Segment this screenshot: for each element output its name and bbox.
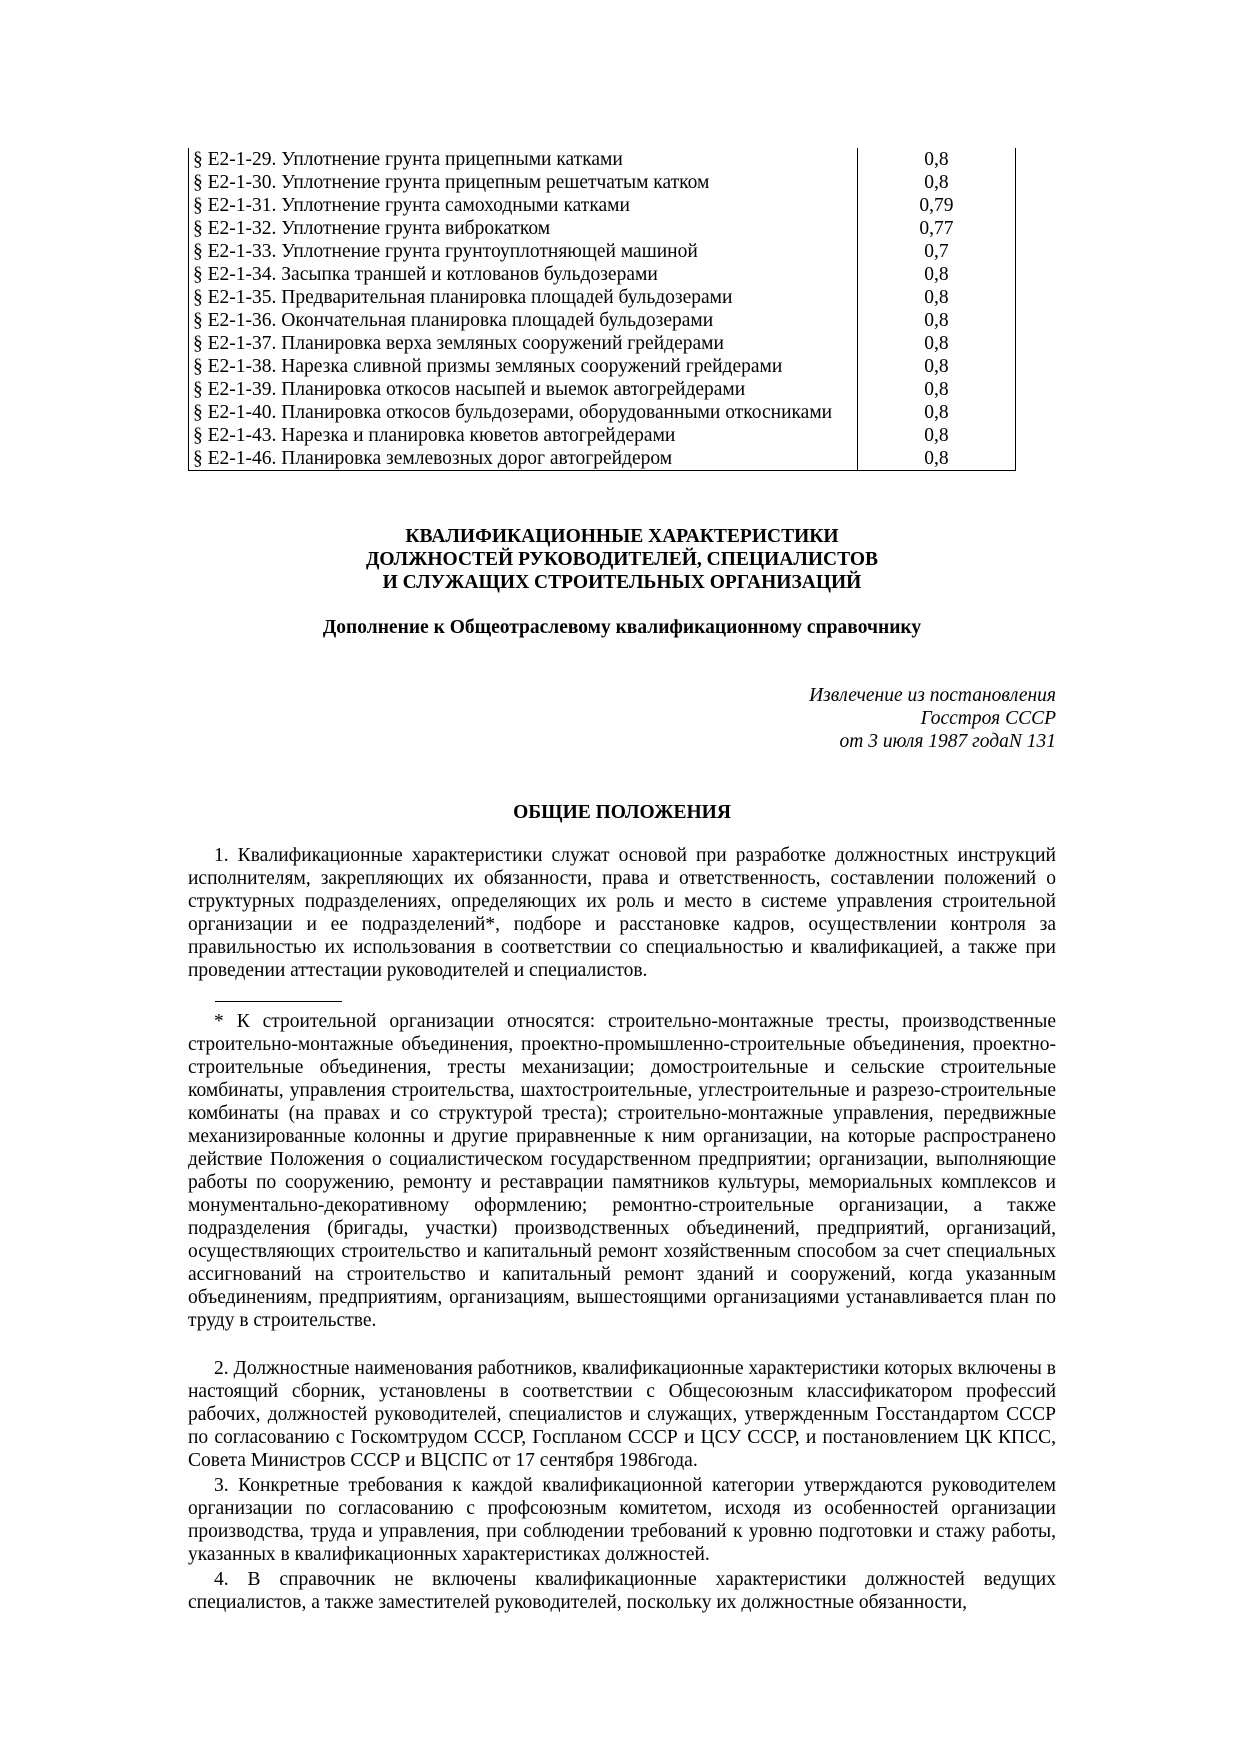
table-cell-value: 0,8 [857, 286, 1015, 309]
paragraph: 2. Должностные наименования работников, квалификационные характеристики которых включены в настоящий сборник, установлены в соответствии с Общесоюзным классификатором профессий рабочих, должностей руководителей, специалистов и служащих, утвержденным Госстандартом СССР по согласованию с Госкомтрудом СССР, Госпланом СССР и ЦСУ СССР, и постановлением ЦК КПСС, Совета Министров СССР и ВЦСПС от 17 сентября 1986года. [188, 1358, 1056, 1471]
table-cell-name: § Е2-1-39. Планировка откосов насыпей и выемок автогрейдерами [189, 378, 858, 401]
footnote-block [188, 1010, 1056, 1332]
table-row [189, 309, 1016, 332]
table-cell-name: § Е2-1-34. Засыпка траншей и котлованов бульдозерами [189, 263, 858, 286]
paragraph-block [188, 1357, 1056, 1616]
paragraph: 4. В справочник не включены квалификационные характеристики должностей ведущих специалистов, а также заместителей руководителей, поскольку их должностные обязанности, [188, 1569, 1056, 1613]
extract-line: Госстроя СССР [920, 708, 1056, 729]
table-row [189, 263, 1016, 286]
table-row [189, 424, 1016, 447]
table-row [189, 355, 1016, 378]
table-row [189, 401, 1016, 424]
table-cell-name: § Е2-1-43. Нарезка и планировка кюветов автогрейдерами [189, 424, 858, 447]
coefficient-table [188, 148, 1016, 471]
table-row [189, 148, 1016, 171]
table-cell-name: § Е2-1-37. Планировка верха земляных сооружений грейдерами [189, 332, 858, 355]
table-row [189, 240, 1016, 263]
table-row [189, 447, 1016, 471]
table-cell-name: § Е2-1-36. Окончательная планировка площадей бульдозерами [189, 309, 858, 332]
table-row [189, 171, 1016, 194]
table-cell-name: § Е2-1-38. Нарезка сливной призмы земляных сооружений грейдерами [189, 355, 858, 378]
extract-note [809, 684, 1056, 753]
table-cell-value: 0,8 [857, 148, 1015, 171]
table-cell-name: § Е2-1-31. Уплотнение грунта самоходными катками [189, 194, 858, 217]
extract-line: от 3 июля 1987 годаN 131 [839, 731, 1056, 752]
table-row [189, 217, 1016, 240]
table-cell-value: 0,8 [857, 401, 1015, 424]
table-row [189, 286, 1016, 309]
footnote-separator [215, 1001, 342, 1002]
table-cell-value: 0,79 [857, 194, 1015, 217]
table-cell-name: § Е2-1-33. Уплотнение грунта грунтоуплотняющей машиной [189, 240, 858, 263]
table-cell-value: 0,8 [857, 309, 1015, 332]
paragraph-block [188, 844, 1056, 982]
table-cell-value: 0,8 [857, 424, 1015, 447]
document-title-line: ДОЛЖНОСТЕЙ РУКОВОДИТЕЛЕЙ, СПЕЦИАЛИСТОВ [365, 549, 879, 570]
section-title: ОБЩИЕ ПОЛОЖЕНИЯ [513, 802, 731, 823]
paragraph: 1. Квалификационные характеристики служат основой при разработке должностных инструкций исполнителям, закрепляющих их обязанности, права и ответственность, составлении положений о структурных подразделениях, определяющих их роль и место в системе управления строительной организации и ее подразделений*, подборе и расстановке кадров, осуществлении контроля за правильностью их использования в соответствии со специальностью и квалификацией, а также при проведении аттестации руководителей и специалистов. [188, 845, 1056, 981]
table-cell-name: § Е2-1-35. Предварительная планировка площадей бульдозерами [189, 286, 858, 309]
table-cell-value: 0,8 [857, 332, 1015, 355]
footnote: * К строительной организации относятся: строительно-монтажные тресты, производственные строительно-монтажные объединения, проектно-промышленно-строительные объединения, проектно-строительные объединения, тресты механизации; домостроительные и сельские строительные комбинаты, управления строительства, шахтостроительные, углестроительные и разрезо-строительные комбинаты (на правах и со структурой треста); строительно-монтажные управления, передвижные механизированные колонны и другие приравненные к ним организации, на которые распространено действие Положения о социалистическом государственном предприятии; организации, выполняющие работы по сооружению, ремонту и реставрации памятников культуры, мемориальных комплексов и монументально-декоративному оформлению; ремонтно-строительные организации, а также подразделения (бригады, участки) производственных объединений, предприятий, организаций, осуществляющих строительство и капитальный ремонт хозяйственным способом за счет специальных ассигнований на строительство и капитальный ремонт зданий и сооружений, когда указанным объединениям, предприятиям, организациям, вышестоящими организациями устанавливается план по труду в строительстве. [188, 1011, 1056, 1331]
table-cell-value: 0,77 [857, 217, 1015, 240]
extract-line: Извлечение из постановления [809, 685, 1056, 706]
table-row [189, 194, 1016, 217]
table-cell-name: § Е2-1-32. Уплотнение грунта виброкатком [189, 217, 858, 240]
table-cell-name: § Е2-1-30. Уплотнение грунта прицепным решетчатым катком [189, 171, 858, 194]
document-subtitle: Дополнение к Общеотраслевому квалификационному справочнику [322, 617, 922, 638]
table-cell-value: 0,8 [857, 447, 1015, 471]
table-row [189, 332, 1016, 355]
table-cell-name: § Е2-1-29. Уплотнение грунта прицепными катками [189, 148, 858, 171]
table-cell-value: 0,8 [857, 355, 1015, 378]
paragraph: 3. Конкретные требования к каждой квалификационной категории утверждаются руководителем организации по согласованию с профсоюзным комитетом, исходя из особенностей организации производства, труда и управления, при соблюдении требований к уровню подготовки и стажу работы, указанных в квалификационных характеристиках должностей. [188, 1475, 1056, 1565]
table-cell-value: 0,7 [857, 240, 1015, 263]
document-title-line: И СЛУЖАЩИХ СТРОИТЕЛЬНЫХ ОРГАНИЗАЦИЙ [382, 572, 862, 593]
document-title [188, 525, 1056, 594]
table-cell-value: 0,8 [857, 171, 1015, 194]
table-cell-name: § Е2-1-40. Планировка откосов бульдозерами, оборудованными откосниками [189, 401, 858, 424]
table-cell-value: 0,8 [857, 378, 1015, 401]
table-cell-name: § Е2-1-46. Планировка землевозных дорог автогрейдером [189, 447, 858, 471]
table-row [189, 378, 1016, 401]
table-cell-value: 0,8 [857, 263, 1015, 286]
document-title-line: КВАЛИФИКАЦИОННЫЕ ХАРАКТЕРИСТИКИ [405, 526, 839, 547]
